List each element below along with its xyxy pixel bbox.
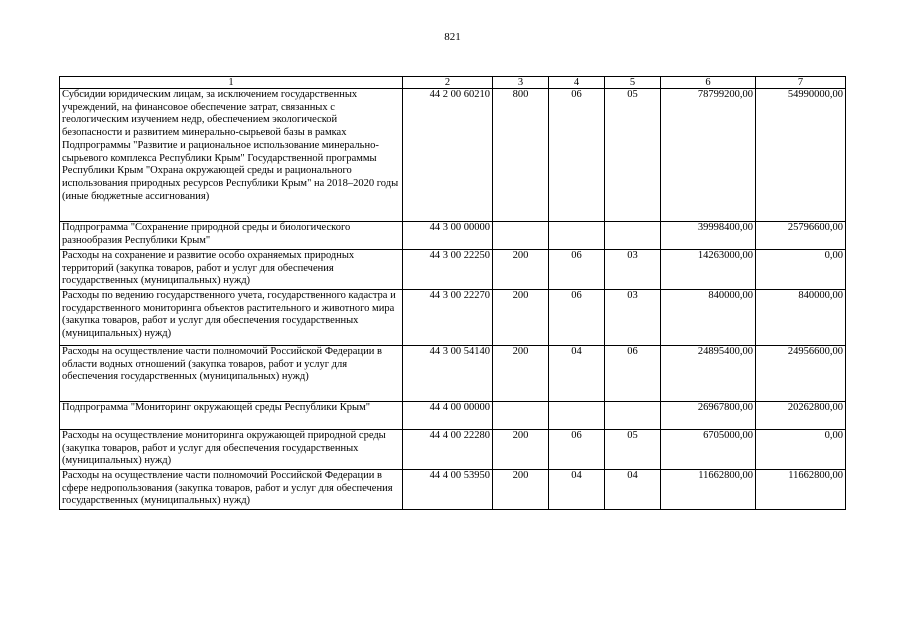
row-budget-code: 44 2 00 60210	[403, 89, 493, 222]
table-row	[60, 402, 846, 430]
row-section: 04	[549, 346, 605, 402]
header-col-7: 7	[756, 77, 846, 89]
row-budget-code: 44 3 00 54140	[403, 346, 493, 402]
row-amount-year-1: 840000,00	[661, 290, 756, 346]
header-col-4: 4	[549, 77, 605, 89]
row-section	[549, 222, 605, 250]
row-subsection: 03	[605, 290, 661, 346]
table-row	[60, 470, 846, 510]
row-amount-year-2: 25796600,00	[756, 222, 846, 250]
row-amount-year-2: 54990000,00	[756, 89, 846, 222]
row-budget-code: 44 4 00 00000	[403, 402, 493, 430]
row-subsection	[605, 402, 661, 430]
row-amount-year-1: 11662800,00	[661, 470, 756, 510]
row-amount-year-1: 14263000,00	[661, 250, 756, 290]
row-amount-year-2: 0,00	[756, 250, 846, 290]
table-row	[60, 250, 846, 290]
header-col-2: 2	[403, 77, 493, 89]
row-section	[549, 402, 605, 430]
row-subsection: 06	[605, 346, 661, 402]
table-row	[60, 346, 846, 402]
table-row	[60, 430, 846, 470]
row-description: Расходы на сохранение и развитие особо охраняемых природных территорий (закупка товаров, работ и услуг для обеспечения государственных (муниципальных) нужд)	[60, 250, 403, 290]
row-description: Расходы на осуществление мониторинга окружающей природной среды (закупка товаров, работ и услуг для обеспечения государственных (муниципальных) нужд)	[60, 430, 403, 470]
row-description: Субсидии юридическим лицам, за исключением государственных учреждений, на финансовое обеспечение затрат, связанных с геологическим изучением недр, обеспечением экологической безопасности и развитием минерально-сырьевой базы в рамках Подпрограммы "Развитие и рациональное использование минерально-сырьевого комплекса Республики Крым" Государственной программы Республики Крым "Охрана окружающей среды и рационального использования природных ресурсов Республики Крым" на 2018–2020 годы (иные бюджетные ассигнования)	[60, 89, 403, 222]
row-amount-year-1: 6705000,00	[661, 430, 756, 470]
table-row	[60, 222, 846, 250]
header-col-5: 5	[605, 77, 661, 89]
row-amount-year-2: 11662800,00	[756, 470, 846, 510]
row-expense-type: 200	[493, 346, 549, 402]
header-col-1: 1	[60, 77, 403, 89]
row-subsection	[605, 222, 661, 250]
row-subsection: 05	[605, 89, 661, 222]
table-row	[60, 290, 846, 346]
row-budget-code: 44 4 00 53950	[403, 470, 493, 510]
row-section: 04	[549, 470, 605, 510]
table-header-row	[60, 77, 846, 89]
header-col-6: 6	[661, 77, 756, 89]
row-amount-year-1: 39998400,00	[661, 222, 756, 250]
row-section: 06	[549, 250, 605, 290]
budget-table	[59, 76, 846, 510]
row-description: Расходы по ведению государственного учета, государственного кадастра и государственного мониторинга объектов растительного и животного мира (закупка товаров, работ и услуг для обеспечения государственных (муниципальных) нужд)	[60, 290, 403, 346]
row-amount-year-2: 24956600,00	[756, 346, 846, 402]
row-subsection: 04	[605, 470, 661, 510]
row-expense-type: 800	[493, 89, 549, 222]
row-amount-year-2: 20262800,00	[756, 402, 846, 430]
row-budget-code: 44 4 00 22280	[403, 430, 493, 470]
row-description: Расходы на осуществление части полномочий Российской Федерации в области водных отношений (закупка товаров, работ и услуг для обеспечения государственных (муниципальных) нужд)	[60, 346, 403, 402]
row-description: Подпрограмма "Сохранение природной среды и биологического разнообразия Республики Крым"	[60, 222, 403, 250]
table-row	[60, 89, 846, 222]
row-budget-code: 44 3 00 22270	[403, 290, 493, 346]
row-section: 06	[549, 290, 605, 346]
row-subsection: 05	[605, 430, 661, 470]
row-amount-year-2: 0,00	[756, 430, 846, 470]
row-expense-type: 200	[493, 290, 549, 346]
row-expense-type: 200	[493, 470, 549, 510]
row-amount-year-2: 840000,00	[756, 290, 846, 346]
row-budget-code: 44 3 00 22250	[403, 250, 493, 290]
row-expense-type: 200	[493, 430, 549, 470]
row-budget-code: 44 3 00 00000	[403, 222, 493, 250]
row-description: Расходы на осуществление части полномочий Российской Федерации в сфере недропользования (закупка товаров, работ и услуг для обеспечения государственных (муниципальных) нужд)	[60, 470, 403, 510]
row-expense-type	[493, 402, 549, 430]
row-subsection: 03	[605, 250, 661, 290]
row-amount-year-1: 78799200,00	[661, 89, 756, 222]
row-expense-type	[493, 222, 549, 250]
row-description: Подпрограмма "Мониторинг окружающей среды Республики Крым"	[60, 402, 403, 430]
row-section: 06	[549, 89, 605, 222]
row-expense-type: 200	[493, 250, 549, 290]
page-number: 821	[444, 31, 461, 43]
row-amount-year-1: 24895400,00	[661, 346, 756, 402]
row-amount-year-1: 26967800,00	[661, 402, 756, 430]
row-section: 06	[549, 430, 605, 470]
header-col-3: 3	[493, 77, 549, 89]
